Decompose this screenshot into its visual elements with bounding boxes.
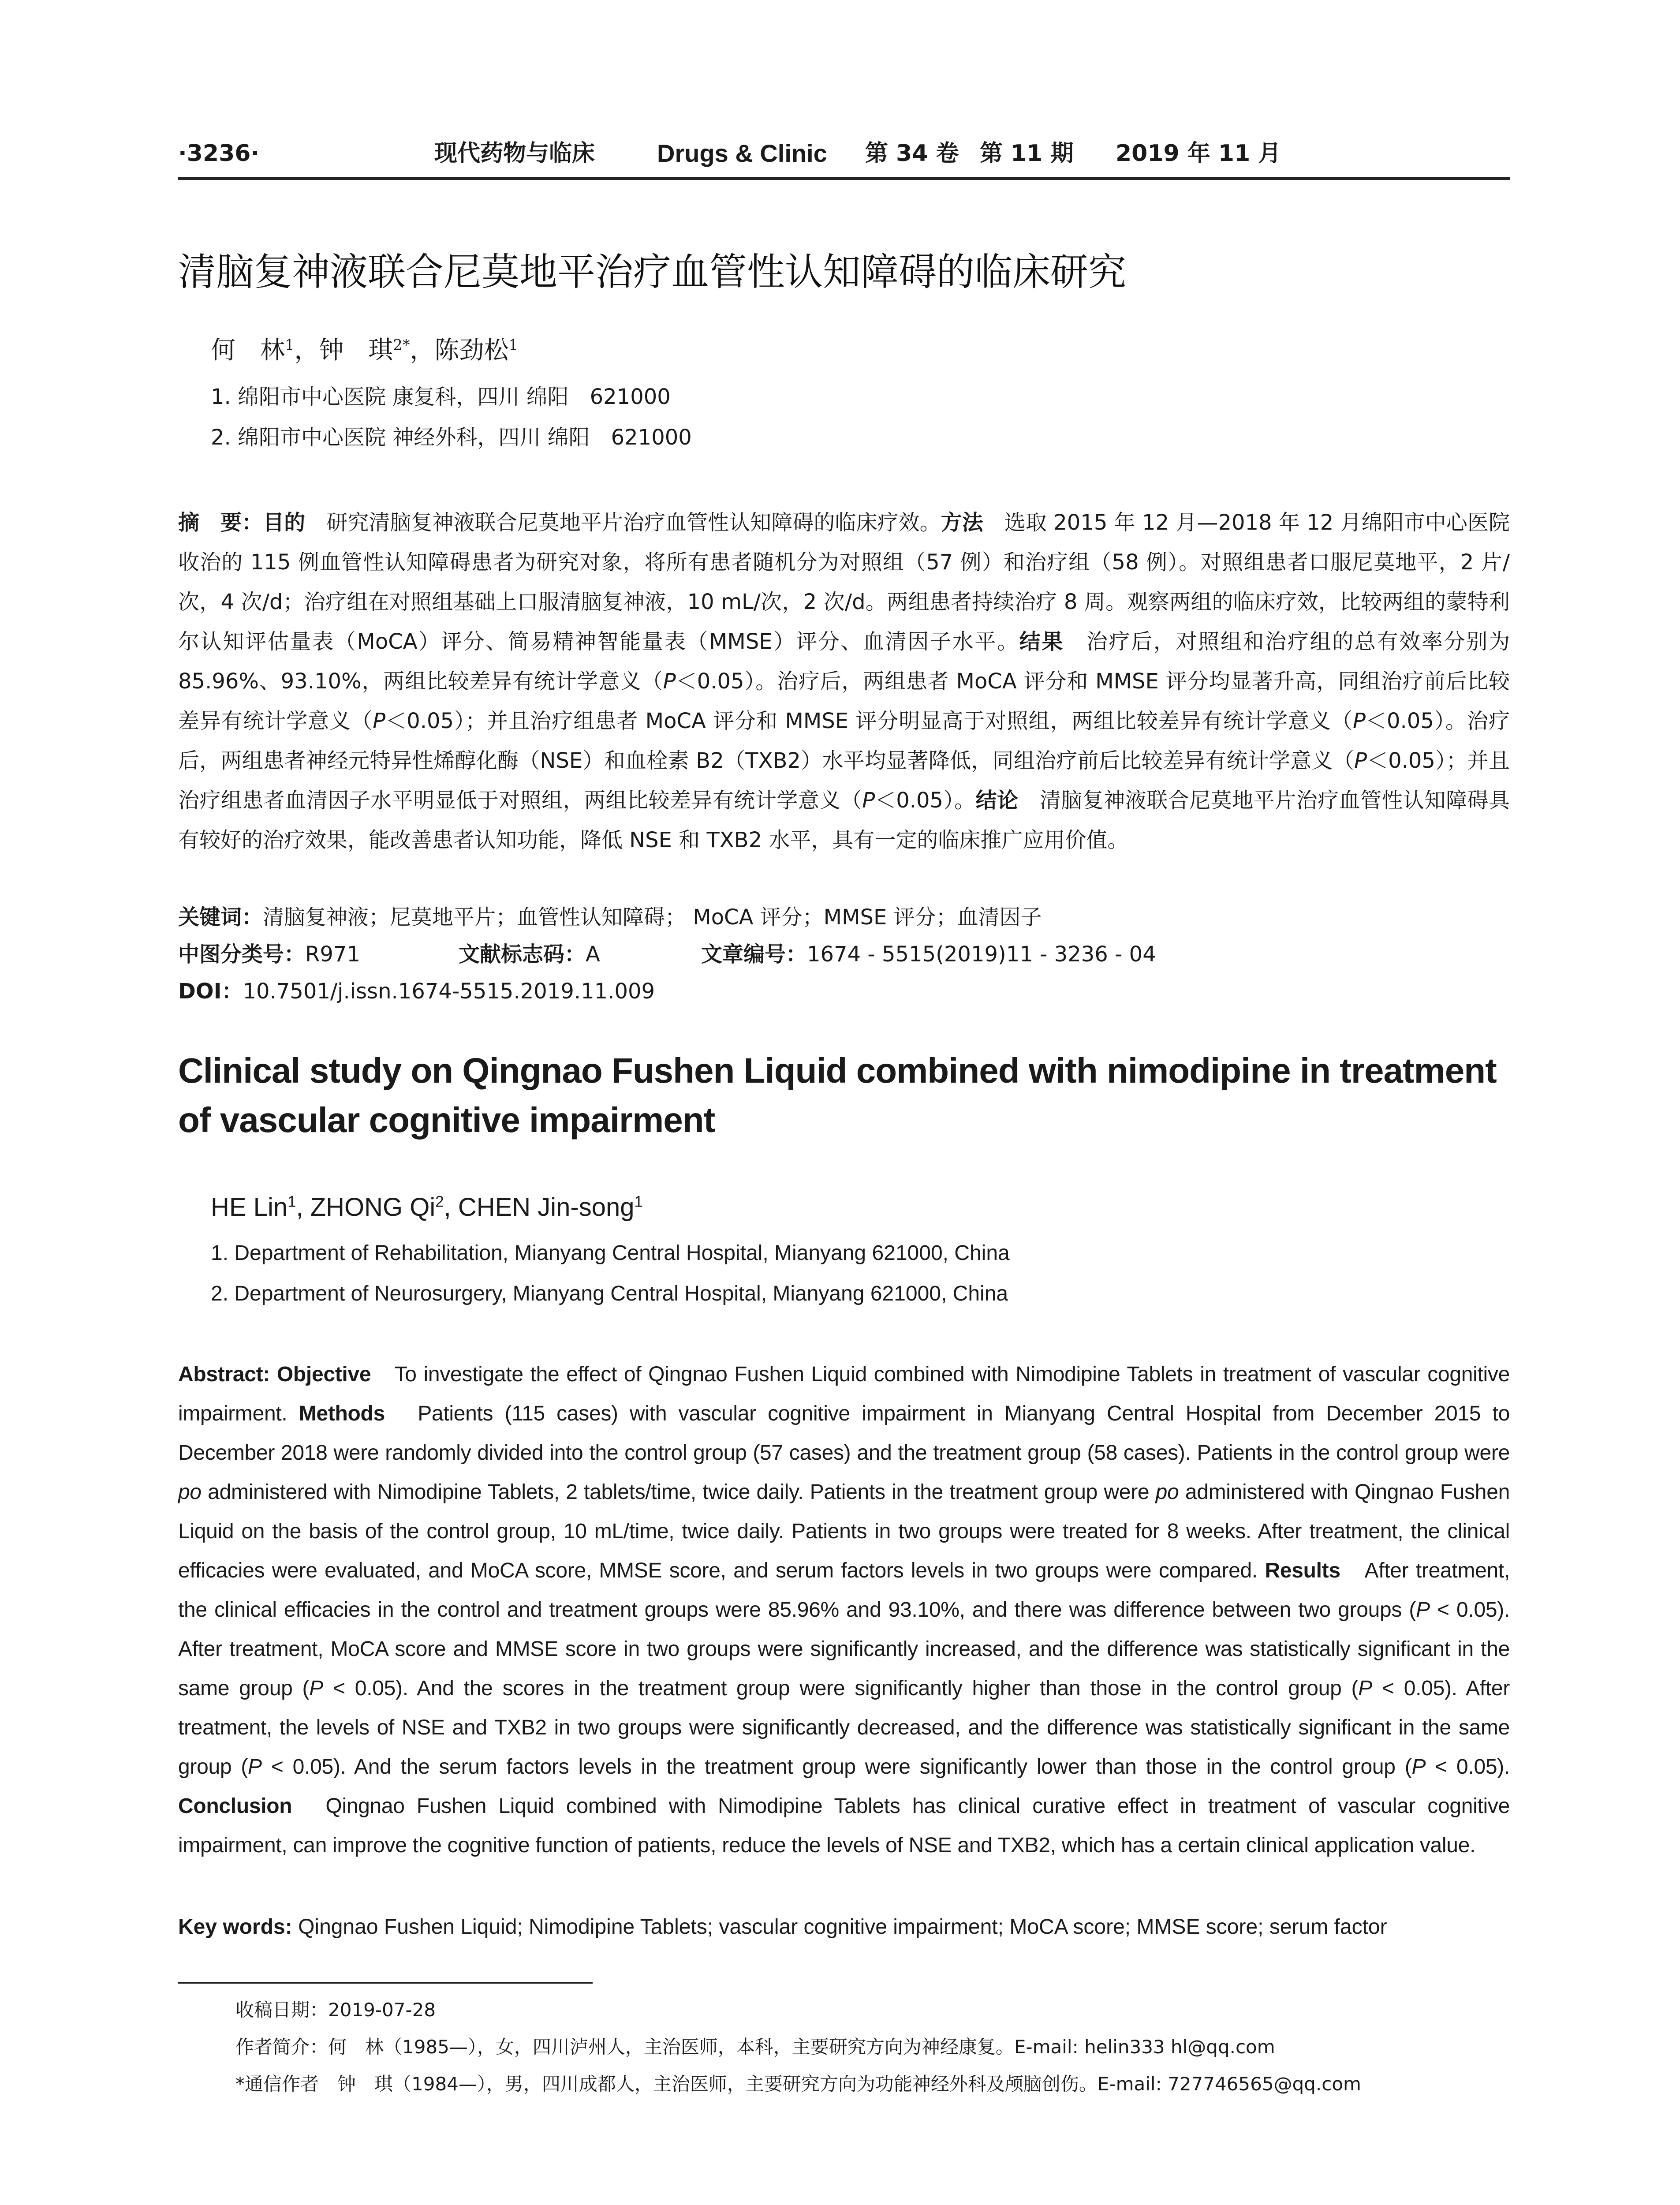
- affiliation-cn-1: 1. 绵阳市中心医院 康复科，四川 绵阳 621000: [211, 385, 671, 409]
- methods-label-cn: 方法: [941, 510, 983, 535]
- p-value-symbol: P: [1411, 1755, 1426, 1779]
- results-text-cn: ＜0.05）；并且治疗组患者 MoCA 评分和 MMSE 评分明显高于对照组，两组比较差异有统计学意义（: [385, 709, 1353, 733]
- results-label-en: Results: [1265, 1559, 1340, 1582]
- abstract-en: [178, 1355, 1510, 1865]
- affiliation-en-2: 2. Department of Neurosurgery, Mianyang Central Hospital, Mianyang 621000, China: [211, 1282, 1008, 1305]
- journal-name-en: Drugs & Clinic: [657, 139, 827, 167]
- footnote-author-bio: 作者简介：何 林（1985—），女，四川泸州人，主治医师，本科，主要研究方向为神经康复。E-mail: helin333 hl@qq.com: [235, 2036, 1275, 2058]
- footnote-received: 收稿日期：2019-07-28: [235, 1999, 436, 2021]
- keywords-text-cn: 清脑复神液；尼莫地平片；血管性认知障碍； MoCA 评分；MMSE 评分；血清因子: [263, 905, 1042, 930]
- clc-label: 中图分类号：: [178, 942, 306, 967]
- abstract-cn: [178, 503, 1510, 860]
- keywords-text-en: Qingnao Fushen Liquid; Nimodipine Tablets; vascular cognitive impairment; MoCA score; MMSE score; serum factor: [298, 1915, 1387, 1939]
- p-value-symbol: P: [1358, 1677, 1372, 1700]
- doc-code-value: A: [586, 942, 600, 967]
- objective-text-en: To investigate the effect of Qingnao Fushen Liquid combined with Nimodipine Tablets in treatment of vascular cognitive impairment.: [178, 1363, 1510, 1425]
- conclusion-label-cn: 结论: [975, 788, 1019, 813]
- p-value-symbol: P: [1354, 748, 1367, 773]
- p-value-symbol: P: [309, 1677, 323, 1700]
- doc-code-row: [459, 937, 600, 972]
- methods-text-en: administered with Nimodipine Tablets, 2 tablets/time, twice daily. Patients in the treatment group were: [201, 1480, 1156, 1504]
- p-value-symbol: P: [1416, 1598, 1430, 1622]
- doi-value: 10.7501/j.issn.1674-5515.2019.11.009: [243, 979, 655, 1004]
- results-label-cn: 结果: [1019, 629, 1064, 654]
- page-number: ·3236·: [178, 140, 260, 167]
- results-text-cn: ＜0.05）。: [875, 788, 976, 813]
- p-value-symbol: P: [862, 788, 875, 813]
- article-no-row: [701, 937, 1156, 972]
- clc-value: R971: [305, 942, 360, 967]
- results-text-en: < 0.05). After treatment, the levels of NSE and TXB2 in two groups were significantly decreased, and the difference was statistically significant in the same group (: [178, 1677, 1510, 1779]
- author-en: ZHONG Qi: [310, 1193, 436, 1222]
- affiliation-cn-2: 2. 绵阳市中心医院 神经外科，四川 绵阳 621000: [211, 425, 692, 450]
- conclusion-label-en: Conclusion: [178, 1794, 292, 1818]
- results-text-en: After treatment, the clinical efficacies in the control and treatment groups were 85.96% and 93.10%, and there was difference between two groups (: [178, 1559, 1510, 1622]
- po-term: po: [1155, 1480, 1179, 1504]
- author-affiliation-mark: 1: [287, 1193, 296, 1211]
- doc-code-label: 文献标志码：: [459, 942, 586, 967]
- volume: 第 34 卷: [865, 140, 959, 167]
- abstract-label-cn: 摘 要：: [178, 510, 263, 535]
- p-value-symbol: P: [248, 1755, 262, 1779]
- results-text-cn: 治疗后，对照组和治疗组的总有效率分别为 85.96%、93.10%，两组比较差异有统计学意义（: [178, 629, 1510, 694]
- author-cn: 何 林: [211, 336, 285, 365]
- p-value-symbol: P: [663, 669, 676, 694]
- objective-text-cn: 研究清脑复神液联合尼莫地平片治疗血管性认知障碍的临床疗效。: [305, 510, 941, 535]
- abstract-label-en: Abstract:: [178, 1363, 277, 1386]
- results-text-cn: ＜0.05）；并且治疗组患者血清因子水平明显低于对照组，两组比较差异有统计学意义（: [178, 748, 1510, 813]
- objective-label-en: Objective: [276, 1363, 371, 1386]
- results-text-en: < 0.05). And the scores in the treatment group were significantly higher than those in the control group (: [323, 1677, 1359, 1700]
- keywords-label-cn: 关键词：: [178, 905, 263, 930]
- title-en: Clinical study on Qingnao Fushen Liquid combined with nimodipine in treatment of vascular cognitive impairment: [178, 1051, 1497, 1140]
- affiliation-en-1: 1. Department of Rehabilitation, Mianyang Central Hospital, Mianyang 621000, China: [211, 1241, 1010, 1265]
- issue-date: 2019 年 11 月: [1116, 140, 1281, 167]
- author-affiliation-mark: 2*: [393, 336, 410, 354]
- article-no-label: 文章编号：: [701, 942, 807, 967]
- classification-row: [178, 937, 360, 972]
- methods-text-en: Patients (115 cases) with vascular cognitive impairment in Mianyang Central Hospital from December 2015 to December 2018 were randomly divided into the control group (57 cases) and the treatment group (58 cases). Patients in the control group were: [178, 1402, 1510, 1465]
- conclusion-text-en: Qingnao Fushen Liquid combined with Nimodipine Tablets has clinical curative effect in treatment of vascular cognitive impairment, can improve the cognitive function of patients, reduce the levels of NSE and TXB2, which has a certain clinical application value.: [178, 1794, 1510, 1857]
- footnote-corresponding: *通信作者 钟 琪（1984—），男，四川成都人，主治医师，主要研究方向为功能神经外科及颅脑创伤。E-mail: 727746565@qq.com: [235, 2073, 1361, 2095]
- keywords-cn: [178, 900, 1042, 935]
- title-cn: 清脑复神液联合尼莫地平治疗血管性认知障碍的临床研究: [178, 250, 1126, 294]
- keywords-label-en: Key words:: [178, 1915, 299, 1939]
- footnote-rule: [178, 1982, 593, 1984]
- author-cn: 陈劲松: [434, 336, 509, 365]
- p-value-symbol: P: [1353, 709, 1366, 733]
- authors-cn: 何 林$^1$，钟 琪$^{2*}$，陈劲松$^1$: [211, 336, 518, 365]
- journal-name-cn: 现代药物与临床: [434, 140, 595, 167]
- p-value-symbol: P: [373, 709, 386, 733]
- doi-row: [178, 974, 655, 1009]
- doi-label: DOI：: [178, 979, 243, 1004]
- methods-text-cn: 选取 2015 年 12 月—2018 年 12 月绵阳市中心医院收治的 115 例血管性认知障碍患者为研究对象，将所有患者随机分为对照组（57 例）和治疗组（58 例）。对照组患者口服尼莫地平，2 片/次，4 次/d；治疗组在对照组基础上口服清脑复神液，10 mL/次，2 次/d。两组患者持续治疗 8 周。观察两组的临床疗效，比较两组的蒙特利尔认知评估量表（MoCA）评分、简易精神智能量表（MMSE）评分、血清因子水平。: [178, 510, 1510, 654]
- results-text-en: < 0.05). After treatment, MoCA score and MMSE score in two groups were significantly increased, and the difference was statistically significant in the same group (: [178, 1598, 1510, 1700]
- author-en: CHEN Jin-song: [458, 1193, 635, 1222]
- results-text-cn: ＜0.05）。治疗后，两组患者神经元特异性烯醇化酶（NSE）和血栓素 B2（TXB2）水平均显著降低，同组治疗前后比较差异有统计学意义（: [178, 709, 1510, 773]
- author-cn: 钟 琪: [319, 336, 393, 365]
- results-text-cn: ＜0.05）。治疗后，两组患者 MoCA 评分和 MMSE 评分均显著升高，同组治疗前后比较差异有统计学意义（: [178, 669, 1510, 733]
- objective-label-cn: 目的: [263, 510, 306, 535]
- issue: 第 11 期: [980, 140, 1074, 167]
- header-rule: [178, 177, 1510, 180]
- author-affiliation-mark: 1: [285, 336, 295, 354]
- results-text-en: < 0.05). And the serum factors levels in the treatment group were significantly lower than those in the control group (: [261, 1755, 1412, 1779]
- author-en: HE Lin: [211, 1193, 288, 1222]
- results-text-en: < 0.05).: [1426, 1755, 1510, 1779]
- keywords-en: [178, 1910, 1510, 1945]
- author-affiliation-mark: 1: [508, 336, 518, 354]
- conclusion-text-cn: 清脑复神液联合尼莫地平片治疗血管性认知障碍具有较好的治疗效果，能改善患者认知功能，降低 NSE 和 TXB2 水平，具有一定的临床推广应用价值。: [178, 788, 1510, 852]
- author-affiliation-mark: 1: [634, 1193, 643, 1211]
- authors-en: HE Lin$^1$, ZHONG Qi$^2$, CHEN Jin-song$^1$: [211, 1193, 643, 1222]
- article-no-value: 1674 - 5515(2019)11 - 3236 - 04: [807, 942, 1156, 967]
- po-term: po: [178, 1480, 202, 1504]
- author-affiliation-mark: 2: [435, 1193, 444, 1211]
- methods-label-en: Methods: [299, 1402, 385, 1425]
- methods-text-en: administered with Qingnao Fushen Liquid on the basis of the control group, 10 mL/time, twice daily. Patients in two groups were treated for 8 weeks. After treatment, the clinical efficacies were evaluated, and MoCA score, MMSE score, and serum factors levels in two groups were compared.: [178, 1480, 1510, 1582]
